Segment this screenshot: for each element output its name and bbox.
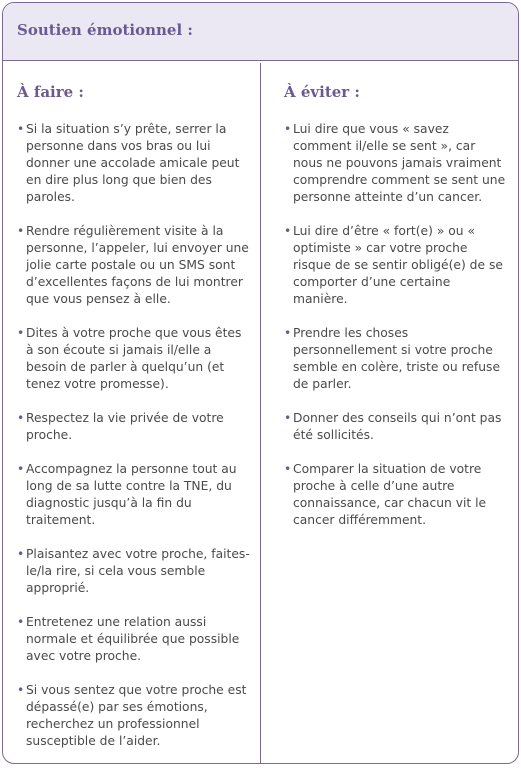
bullet-icon: • xyxy=(17,683,25,697)
list-item xyxy=(284,325,506,393)
bullet-icon: • xyxy=(17,224,25,238)
list-item xyxy=(284,121,506,206)
list-item-text: Lui dire d’être « fort(e) » ou « optimiste » car votre proche risque de se sentir obligé(e) de se comporter d’une certaine manière. xyxy=(293,224,503,306)
do-column-title: À faire : xyxy=(17,83,84,101)
list-item-text: Lui dire que vous « savez comment il/elle se sent », car nous ne pouvons jamais vraiment comprendre comment se sent une personne atteinte d’un cancer. xyxy=(293,122,506,204)
bullet-icon: • xyxy=(284,122,292,136)
bullet-icon: • xyxy=(284,462,292,476)
list-item-text: Respectez la vie privée de votre proche. xyxy=(26,411,224,442)
list-item xyxy=(284,410,506,444)
bullet-icon: • xyxy=(17,326,25,340)
list-item xyxy=(284,461,506,529)
list-item-text: Prendre les choses personnellement si votre proche semble en colère, triste ou refuse de parler. xyxy=(293,326,501,391)
list-item xyxy=(17,410,250,444)
do-column xyxy=(3,63,261,763)
do-list xyxy=(17,121,250,764)
list-item xyxy=(17,325,250,393)
bullet-icon: • xyxy=(17,615,25,629)
bullet-icon: • xyxy=(17,122,25,136)
bullet-icon: • xyxy=(284,411,292,425)
list-item-text: Donner des conseils qui n’ont pas été sollicités. xyxy=(293,411,502,442)
list-item xyxy=(17,121,250,206)
list-item-text: Rendre régulièrement visite à la personne, l’appeler, lui envoyer une jolie carte postale ou un SMS sont d’excellentes façons de lui montrer que vous pensez à elle. xyxy=(26,224,249,306)
list-item-text: Accompagnez la personne tout au long de sa lutte contre la TNE, du diagnostic jusqu’à la fin du traitement. xyxy=(26,462,237,527)
info-card xyxy=(2,2,519,764)
list-item xyxy=(17,223,250,308)
card-header xyxy=(3,3,518,61)
list-item-text: Si vous sentez que votre proche est dépassé(e) par ses émotions, recherchez un professionnel susceptible de l’aider. xyxy=(26,683,247,748)
bullet-icon: • xyxy=(17,547,25,561)
dont-list xyxy=(284,121,506,546)
list-item-text: Plaisantez avec votre proche, faites-le/la rire, si cela vous semble approprié. xyxy=(26,547,250,595)
list-item-text: Comparer la situation de votre proche à celle d’une autre connaissance, car chacun vit le cancer différemment. xyxy=(293,462,487,527)
list-item xyxy=(17,682,250,750)
list-item-text: Si la situation s’y prête, serrer la personne dans vos bras ou lui donner une accolade amicale peut en dire plus long que bien des paroles. xyxy=(26,122,240,204)
bullet-icon: • xyxy=(284,224,292,238)
list-item xyxy=(17,461,250,529)
bullet-icon: • xyxy=(284,326,292,340)
list-item xyxy=(17,614,250,665)
bullet-icon: • xyxy=(17,411,25,425)
dont-column-title: À éviter : xyxy=(284,83,360,101)
list-item-text: Dites à votre proche que vous êtes à son écoute si jamais il/elle a besoin de parler à quelqu’un (et tenez votre promesse). xyxy=(26,326,242,391)
section-title: Soutien émotionnel : xyxy=(17,21,193,39)
list-item-text: Entretenez une relation aussi normale et équilibrée que possible avec votre proche. xyxy=(26,615,240,663)
list-item xyxy=(284,223,506,308)
list-item xyxy=(17,546,250,597)
bullet-icon: • xyxy=(17,462,25,476)
dont-column xyxy=(262,63,518,763)
